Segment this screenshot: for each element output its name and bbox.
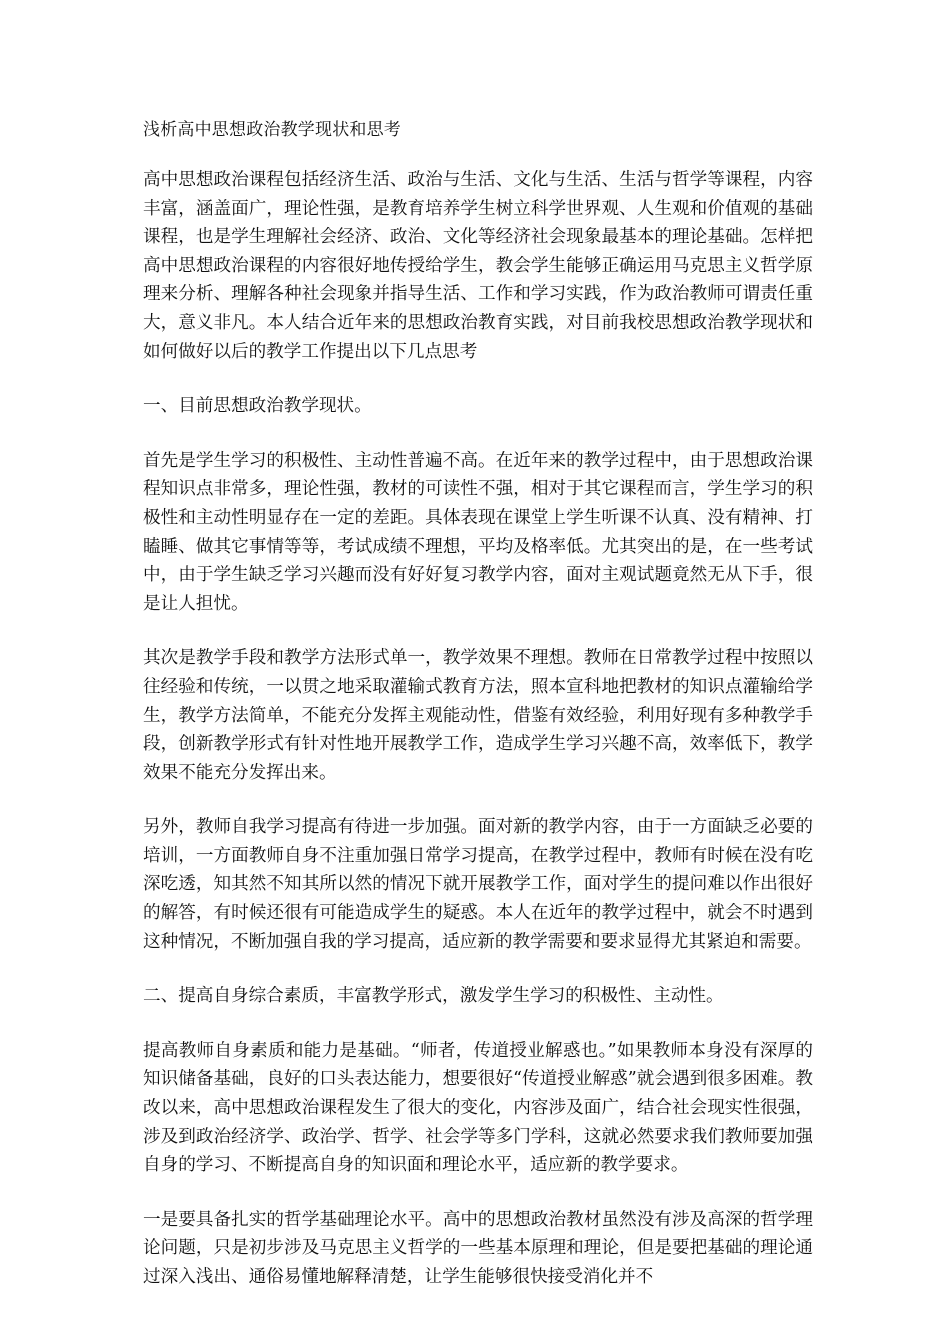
section-heading-1: 一、目前思想政治教学现状。	[143, 396, 372, 417]
paragraph-1: 首先是学生学习的积极性、主动性普遍不高。在近年来的教学过程中，由于思想政治课程知识点非常多，理论性强，教材的可读性不强，相对于其它课程而言，学生学习的积极性和主动性明显存在一定的差距。具体表现在课堂上学生听课不认真、没有精神、打瞌睡、做其它事情等等，考试成绩不理想，平均及格率低。尤其突出的是，在一些考试中，由于学生缺乏学习兴趣而没有好好复习教学内容，面对主观试题竟然无从下手，很是让人担忧。	[143, 450, 813, 614]
paragraph-5: 一是要具备扎实的哲学基础理论水平。高中的思想政治教材虽然没有涉及高深的哲学理论问题，只是初步涉及马克思主义哲学的一些基本原理和理论，但是要把基础的理论通过深入浅出、通俗易懂地解释清楚，让学生能够很快接受消化并不	[143, 1209, 813, 1287]
document-title: 浅析高中思想政治教学现状和思考	[143, 120, 401, 140]
paragraph-3: 另外，教师自我学习提高有待进一步加强。面对新的教学内容，由于一方面缺乏必要的培训，一方面教师自身不注重加强日常学习提高，在教学过程中，教师有时候在没有吃深吃透，知其然不知其所以然的情况下就开展教学工作，面对学生的提问难以作出很好的解答，有时候还很有可能造成学生的疑惑。本人在近年的教学过程中，就会不时遇到这种情况，不断加强自我的学习提高，适应新的教学需要和要求显得尤其紧迫和需要。	[143, 817, 813, 952]
section-heading-2: 二、提高自身综合素质，丰富教学形式，激发学生学习的积极性、主动性。	[143, 986, 724, 1007]
paragraph-2: 其次是教学手段和教学方法形式单一，教学效果不理想。教师在日常教学过程中按照以往经验和传统，一以贯之地采取灌输式教育方法，照本宣科地把教材的知识点灌输给学生，教学方法简单，不能充分发挥主观能动性，借鉴有效经验，利用好现有多种教学手段，创新教学形式有针对性地开展教学工作，造成学生学习兴趣不高，效率低下，教学效果不能充分发挥出来。	[143, 648, 813, 783]
document-page	[143, 118, 813, 1318]
paragraph-4: 提高教师自身素质和能力是基础。“师者，传道授业解惑也。”如果教师本身没有深厚的知识储备基础，良好的口头表达能力，想要很好“传道授业解惑”就会遇到很多困难。教改以来，高中思想政治课程发生了很大的变化，内容涉及面广，结合社会现实性很强，涉及到政治经济学、政治学、哲学、社会学等多门学科，这就必然要求我们教师要加强自身的学习、不断提高自身的知识面和理论水平，适应新的教学要求。	[143, 1040, 813, 1176]
intro-paragraph: 高中思想政治课程包括经济生活、政治与生活、文化与生活、生活与哲学等课程，内容丰富，涵盖面广，理论性强，是教育培养学生树立科学世界观、人生观和价值观的基础课程，也是学生理解社会经济、政治、文化等经济社会现象最基本的理论基础。怎样把高中思想政治课程的内容很好地传授给学生，教会学生能够正确运用马克思主义哲学原理来分析、理解各种社会现象并指导生活、工作和学习实践，作为政治教师可谓责任重大，意义非凡。本人结合近年来的思想政治教育实践，对目前我校思想政治教学现状和如何做好以后的教学工作提出以下几点思考	[143, 170, 813, 362]
